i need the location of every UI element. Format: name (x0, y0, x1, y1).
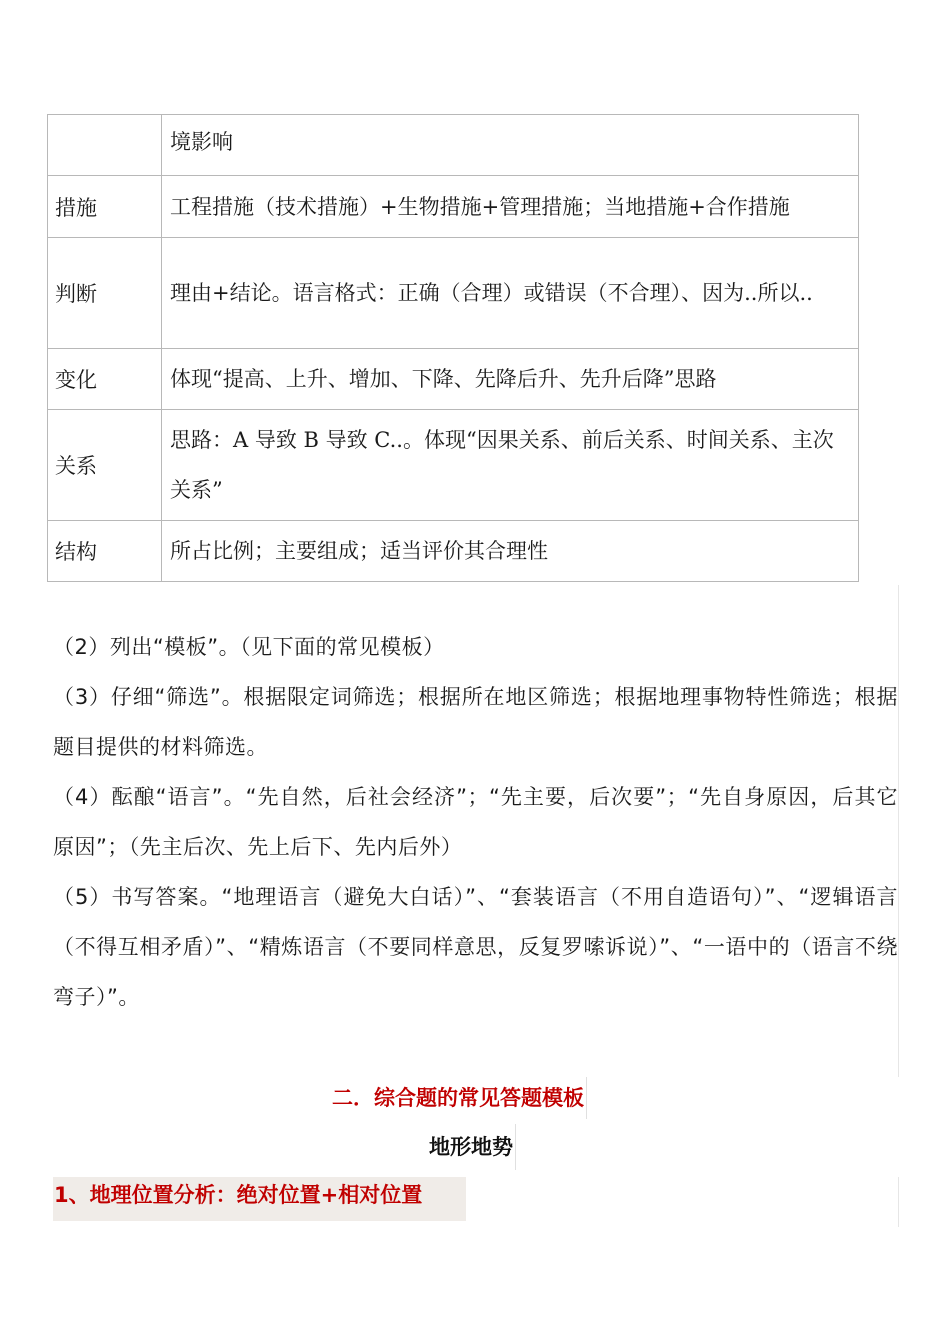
row-value: 境影响 (162, 115, 859, 176)
row-key: 措施 (48, 176, 162, 238)
step-paragraph: （4）酝酿“语言”。“先自然，后社会经济”；“先主要，后次要”；“先自身原因，后其它原因”；（先主后次、先上后下、先内后外） (53, 785, 898, 859)
table-row (48, 349, 859, 410)
table-row (48, 521, 859, 582)
answer-steps (53, 622, 898, 1022)
step-paragraph: （3）仔细“筛选”。根据限定词筛选；根据所在地区筛选；根据地理事物特性筛选；根据题目提供的材料筛选。 (53, 685, 898, 759)
row-key: 判断 (48, 238, 162, 349)
answer-format-table (47, 114, 859, 582)
row-key: 变化 (48, 349, 162, 410)
row-value: 工程措施（技术措施）+生物措施+管理措施；当地措施+合作措施 (162, 176, 859, 238)
topic-heading: 地形地势 (427, 1124, 516, 1170)
row-key: 结构 (48, 521, 162, 582)
row-value: 理由+结论。语言格式：正确（合理）或错误（不合理）、因为..所以.. (162, 238, 859, 349)
table-row (48, 410, 859, 521)
margin-rule (898, 1177, 899, 1227)
item-heading: 1、地理位置分析：绝对位置+相对位置 (53, 1177, 466, 1221)
step-paragraph: （5）书写答案。“地理语言（避免大白话）”、“套装语言（不用自造语句）”、“逻辑语言（不得互相矛盾）”、“精炼语言（不要同样意思，反复罗嗦诉说）”、“一语中的（语言不绕弯子）”。 (53, 885, 898, 1009)
margin-rule (898, 585, 899, 1077)
table-row (48, 238, 859, 349)
step-paragraph: （2）列出“模板”。（见下面的常见模板） (53, 635, 445, 659)
row-key (48, 115, 162, 176)
table-row (48, 115, 859, 176)
section-heading: 二．综合题的常见答题模板 (330, 1077, 587, 1119)
row-value: 思路：A 导致 B 导致 C..。体现“因果关系、前后关系、时间关系、主次关系” (162, 410, 859, 521)
row-value: 所占比例；主要组成；适当评价其合理性 (162, 521, 859, 582)
table-row (48, 176, 859, 238)
row-value: 体现“提高、上升、增加、下降、先降后升、先升后降”思路 (162, 349, 859, 410)
row-key: 关系 (48, 410, 162, 521)
